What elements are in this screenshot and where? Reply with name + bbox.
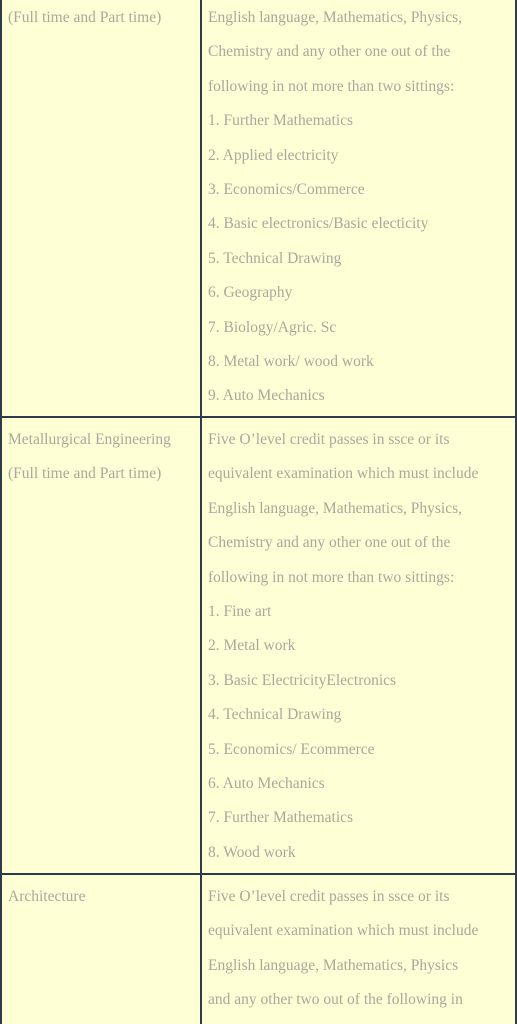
requirement-line: 4. Technical Drawing <box>208 706 342 724</box>
requirement-line: Chemistry and any other one out of the <box>208 534 451 552</box>
course-cell <box>8 1 198 35</box>
requirement-line: 9. Auto Mechanics <box>208 387 325 405</box>
requirement-line: 5. Technical Drawing <box>208 249 342 267</box>
requirements-cell <box>208 880 513 1018</box>
requirement-line: 2. Applied electricity <box>208 146 339 164</box>
course-line: (Full time and Part time) <box>8 465 162 483</box>
requirements-cell <box>208 423 513 870</box>
requirement-line: 3. Basic ElectricityElectronics <box>208 671 397 689</box>
requirement-line: Chemistry and any other one out of the <box>208 43 451 61</box>
course-line: (Full time and Part time) <box>8 9 162 26</box>
column-divider <box>200 0 202 1024</box>
requirement-line: 1. Further Mathematics <box>208 112 354 130</box>
requirement-line: English language, Mathematics, Physics, <box>208 499 462 517</box>
requirement-line: Five O’level credit passes in ssce or its <box>208 431 450 448</box>
course-line: Metallurgical Engineering <box>8 431 171 448</box>
requirements-cell <box>208 1 513 414</box>
requirement-line: 8. Wood work <box>208 843 296 861</box>
requirement-line: following in not more than two sittings: <box>208 568 455 586</box>
course-cell <box>8 880 198 914</box>
requirement-line: 6. Geography <box>208 284 293 302</box>
requirement-line: equivalent examination which must include <box>208 922 479 940</box>
requirement-line: 4. Basic electronics/Basic electicity <box>208 215 429 233</box>
requirement-line: English language, Mathematics, Physics <box>208 956 459 974</box>
requirement-line: 5. Economics/ Ecommerce <box>208 740 375 758</box>
requirement-line: 8. Metal work/ wood work <box>208 353 374 371</box>
row-divider <box>2 416 515 418</box>
course-line: Architecture <box>8 888 86 905</box>
requirement-line: Five O’level credit passes in ssce or its <box>208 888 450 905</box>
requirement-line: 7. Biology/Agric. Sc <box>208 318 337 336</box>
requirement-line: 2. Metal work <box>208 637 296 655</box>
requirement-line: and any other two out of the following in <box>208 991 463 1009</box>
course-cell <box>8 423 198 492</box>
requirement-line: equivalent examination which must include <box>208 465 479 483</box>
requirement-line: 1. Fine art <box>208 603 272 621</box>
requirement-line: 6. Auto Mechanics <box>208 775 325 793</box>
requirement-line: following in not more than two sittings: <box>208 77 455 95</box>
requirement-line: 3. Economics/Commerce <box>208 181 365 199</box>
requirement-line: 7. Further Mathematics <box>208 809 354 827</box>
requirement-line: English language, Mathematics, Physics, <box>208 9 462 26</box>
row-divider <box>2 873 515 875</box>
